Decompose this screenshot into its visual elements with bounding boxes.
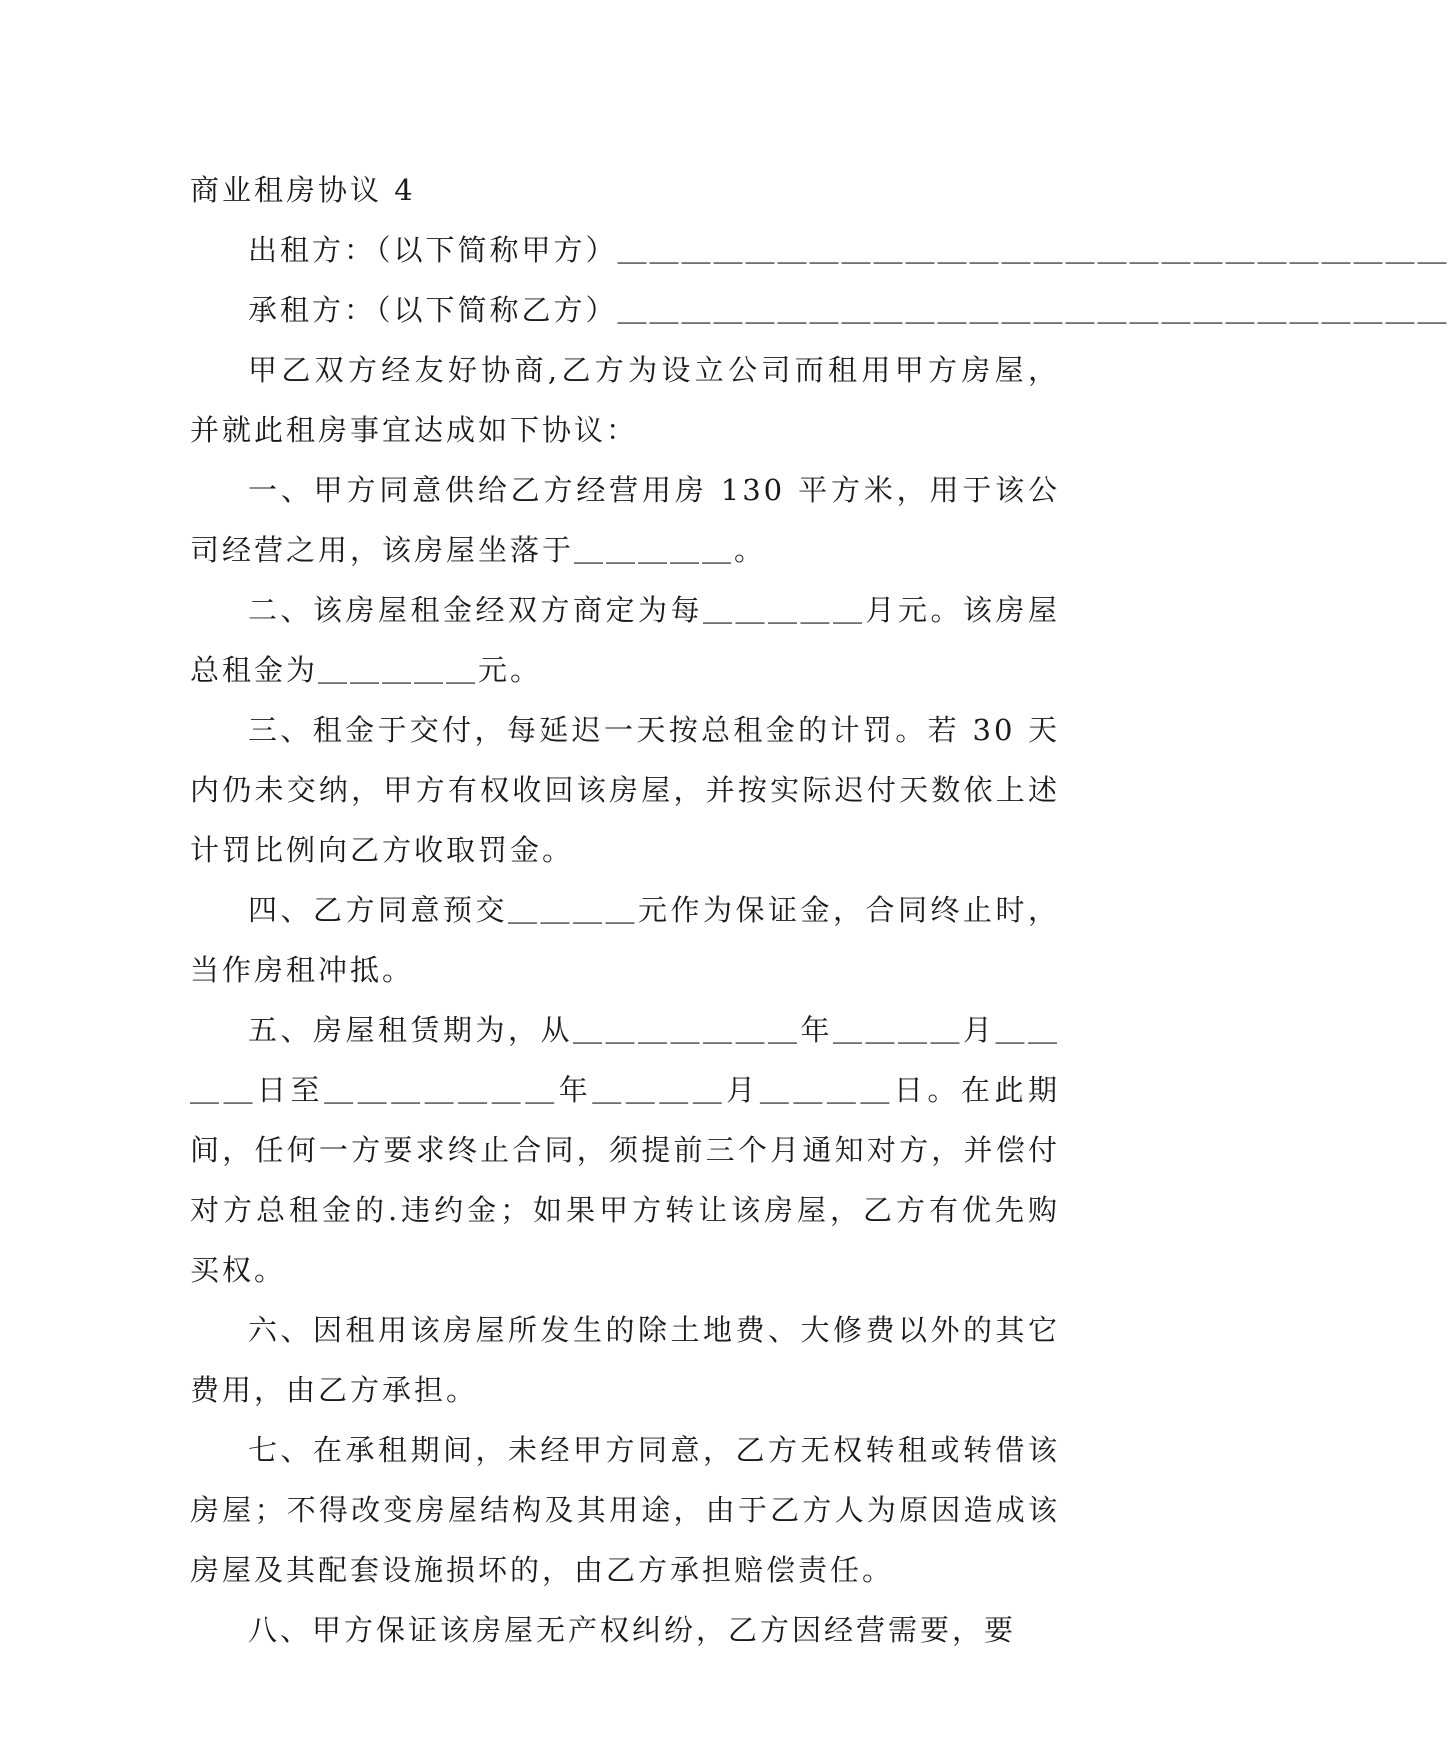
lessor-line: 出租方：（以下简称甲方）＿＿＿＿＿＿＿＿＿＿＿＿＿＿＿＿＿＿＿＿＿＿＿＿＿＿	[248, 233, 1450, 267]
lessee-line: 承租方：（以下简称乙方）＿＿＿＿＿＿＿＿＿＿＿＿＿＿＿＿＿＿＿＿＿＿＿＿＿＿	[248, 293, 1450, 327]
clause-7: 七、在承租期间，未经甲方同意，乙方无权转租或转借该房屋；不得改变房屋结构及其用途，由于乙方人为原因造成该房屋及其配套设施损坏的，由乙方承担赔偿责任。	[190, 1433, 1060, 1587]
document-body	[190, 160, 1450, 1660]
clause-6: 六、因租用该房屋所发生的除土地费、大修费以外的其它费用，由乙方承担。	[190, 1313, 1060, 1407]
clause-3: 三、租金于交付，每延迟一天按总租金的计罚。若 30 天内仍未交纳，甲方有权收回该房屋，并按实际迟付天数依上述计罚比例向乙方收取罚金。	[190, 713, 1060, 867]
clause-5: 五、房屋租赁期为，从＿＿＿＿＿＿＿年＿＿＿＿月＿＿＿＿日至＿＿＿＿＿＿＿年＿＿＿＿月＿＿＿＿日。在此期间，任何一方要求终止合同，须提前三个月通知对方，并偿付对方总租金的.违约金；如果甲方转让该房屋，乙方有优先购买权。	[190, 1013, 1060, 1287]
clause-2: 二、该房屋租金经双方商定为每＿＿＿＿＿月元。该房屋总租金为＿＿＿＿＿元。	[190, 593, 1060, 687]
clause-4: 四、乙方同意预交＿＿＿＿元作为保证金，合同终止时，当作房租冲抵。	[190, 893, 1060, 987]
document-title: 商业租房协议 4	[190, 173, 416, 207]
intro-paragraph: 甲乙双方经友好协商,乙方为设立公司而租用甲方房屋，并就此租房事宜达成如下协议：	[190, 353, 1060, 447]
clause-1: 一、甲方同意供给乙方经营用房 130 平方米，用于该公司经营之用，该房屋坐落于＿＿＿＿＿。	[190, 473, 1060, 567]
clause-8: 八、甲方保证该房屋无产权纠纷，乙方因经营需要，要	[248, 1613, 1017, 1647]
